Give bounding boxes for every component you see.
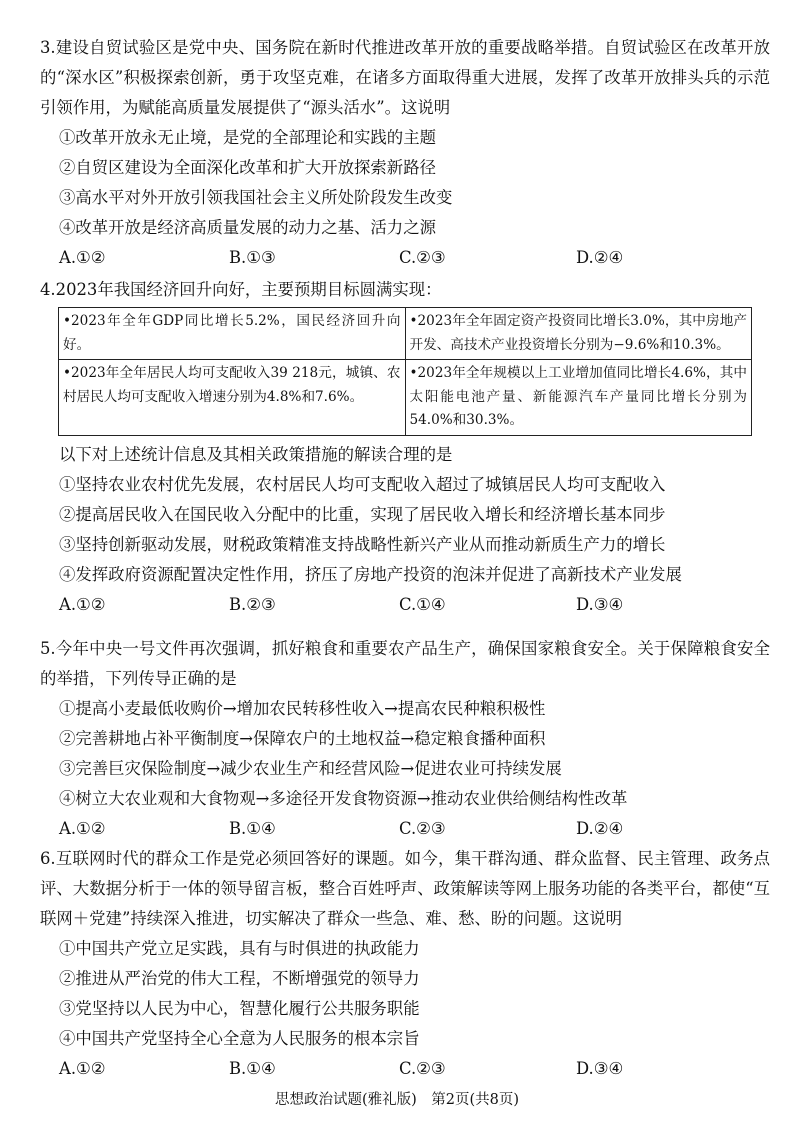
- statistics-table: [58, 307, 752, 436]
- choice-a[interactable]: A.①②: [59, 1059, 106, 1078]
- choice-b[interactable]: B.①④: [229, 1059, 276, 1078]
- answer-choices: [59, 243, 770, 273]
- choice-d[interactable]: D.③④: [576, 594, 624, 614]
- table-row: [59, 308, 752, 360]
- option-4: ④树立大农业观和大食物观→多途径开发食物资源→推动农业供给侧结构性改革: [59, 789, 628, 808]
- page-footer: 思想政治试题(雅礼版) 第2页(共8页): [274, 1092, 520, 1108]
- option-4: ④中国共产党坚持全心全意为人民服务的根本宗旨: [59, 1029, 420, 1048]
- option-3: ③坚持创新驱动发展，财税政策精准支持战略性新兴产业从而推动新质生产力的增长: [59, 534, 666, 554]
- cell-text: •2023年全年固定资产投资同比增长3.0%，其中房地产开发、高技术产业投资增长分别为−9.6%和10.3%。: [409, 313, 747, 353]
- option-1: ①中国共产党立足实践，具有与时俱进的执政能力: [59, 939, 420, 958]
- question-stem: 6.互联网时代的群众工作是党必须回答好的课题。如今，集干群沟通、群众监督、民主管理、政务点评、大数据分析于一体的领导留言板，整合百姓呼声、政策解读等网上服务功能的各类平台，都使“互联网＋党建”持续深入推进，切实解决了群众一些急、难、愁、盼的问题。这说明: [40, 849, 770, 928]
- table-cell: [59, 308, 406, 360]
- table-cell: [405, 360, 752, 436]
- question-stem: 4.2023年我国经济回升向好，主要预期目标圆满实现：: [40, 280, 442, 299]
- choice-a[interactable]: A.①②: [59, 594, 106, 614]
- question-sub-stem: 以下对上述统计信息及其相关政策措施的解读合理的是: [59, 444, 453, 464]
- answer-choices: [59, 1054, 770, 1084]
- option-2: ②完善耕地占补平衡制度→保障农户的土地权益→稳定粮食播种面积: [59, 729, 546, 748]
- choice-c[interactable]: C.②③: [399, 1059, 446, 1078]
- choice-c[interactable]: C.②③: [399, 248, 446, 267]
- cell-text: •2023年全年规模以上工业增加值同比增长4.6%，其中太阳能电池产量、新能源汽车产量同比增长分别为54.0%和30.3%。: [409, 365, 747, 428]
- question-stem: 5.今年中央一号文件再次强调，抓好粮食和重要农产品生产，确保国家粮食安全。关于保障粮食安全的举措，下列传导正确的是: [40, 639, 770, 688]
- choice-b[interactable]: B.①③: [229, 248, 276, 267]
- question-6: [40, 844, 770, 1084]
- question-5: [40, 634, 770, 844]
- answer-choices: [59, 590, 770, 620]
- option-3: ③完善巨灾保险制度→减少农业生产和经营风险→促进农业可持续发展: [59, 759, 562, 778]
- option-2: ②推进从严治党的伟大工程，不断增强党的领导力: [59, 969, 420, 988]
- choice-c[interactable]: C.②③: [399, 819, 446, 838]
- table-cell: [405, 308, 752, 360]
- option-3: ③高水平对外开放引领我国社会主义所处阶段发生改变: [59, 188, 453, 207]
- choice-d[interactable]: D.②④: [576, 248, 624, 267]
- choice-d[interactable]: D.②④: [576, 819, 624, 838]
- choice-d[interactable]: D.③④: [576, 1059, 624, 1078]
- answer-choices: [59, 814, 770, 844]
- option-4: ④发挥政府资源配置决定性作用，挤压了房地产投资的泡沫并促进了高新技术产业发展: [59, 564, 682, 584]
- table-cell: [59, 360, 406, 436]
- question-4: [40, 275, 770, 620]
- option-1: ①坚持农业农村优先发展，农村居民人均可支配收入超过了城镇居民人均可支配收入: [59, 474, 666, 494]
- choice-b[interactable]: B.②③: [229, 594, 276, 614]
- choice-a[interactable]: A.①②: [59, 248, 106, 267]
- option-4: ④改革开放是经济高质量发展的动力之基、活力之源: [59, 218, 436, 237]
- question-3: [40, 33, 770, 273]
- question-stem: 3.建设自贸试验区是党中央、国务院在新时代推进改革开放的重要战略举措。自贸试验区在改革开放的“深水区”积极探索创新，勇于攻坚克难，在诸多方面取得重大进展，发挥了改革开放排头兵的示范引领作用，为赋能高质量发展提供了“源头活水”。这说明: [40, 38, 770, 117]
- option-3: ③党坚持以人民为中心，智慧化履行公共服务职能: [59, 999, 420, 1018]
- option-1: ①改革开放永无止境，是党的全部理论和实践的主题: [59, 128, 436, 147]
- option-1: ①提高小麦最低收购价→增加农民转移性收入→提高农民种粮积极性: [59, 699, 546, 718]
- choice-c[interactable]: C.①④: [399, 594, 446, 614]
- option-2: ②提高居民收入在国民收入分配中的比重，实现了居民收入增长和经济增长基本同步: [59, 504, 666, 524]
- cell-text: •2023年全年居民人均可支配收入39 218元，城镇、农村居民人均可支配收入增速分别为4.8%和7.6%。: [63, 365, 401, 405]
- cell-text: •2023年全年GDP同比增长5.2%，国民经济回升向好。: [63, 313, 401, 353]
- table-row: [59, 360, 752, 436]
- choice-b[interactable]: B.①④: [229, 819, 276, 838]
- choice-a[interactable]: A.①②: [59, 819, 106, 838]
- option-2: ②自贸区建设为全面深化改革和扩大开放探索新路径: [59, 158, 436, 177]
